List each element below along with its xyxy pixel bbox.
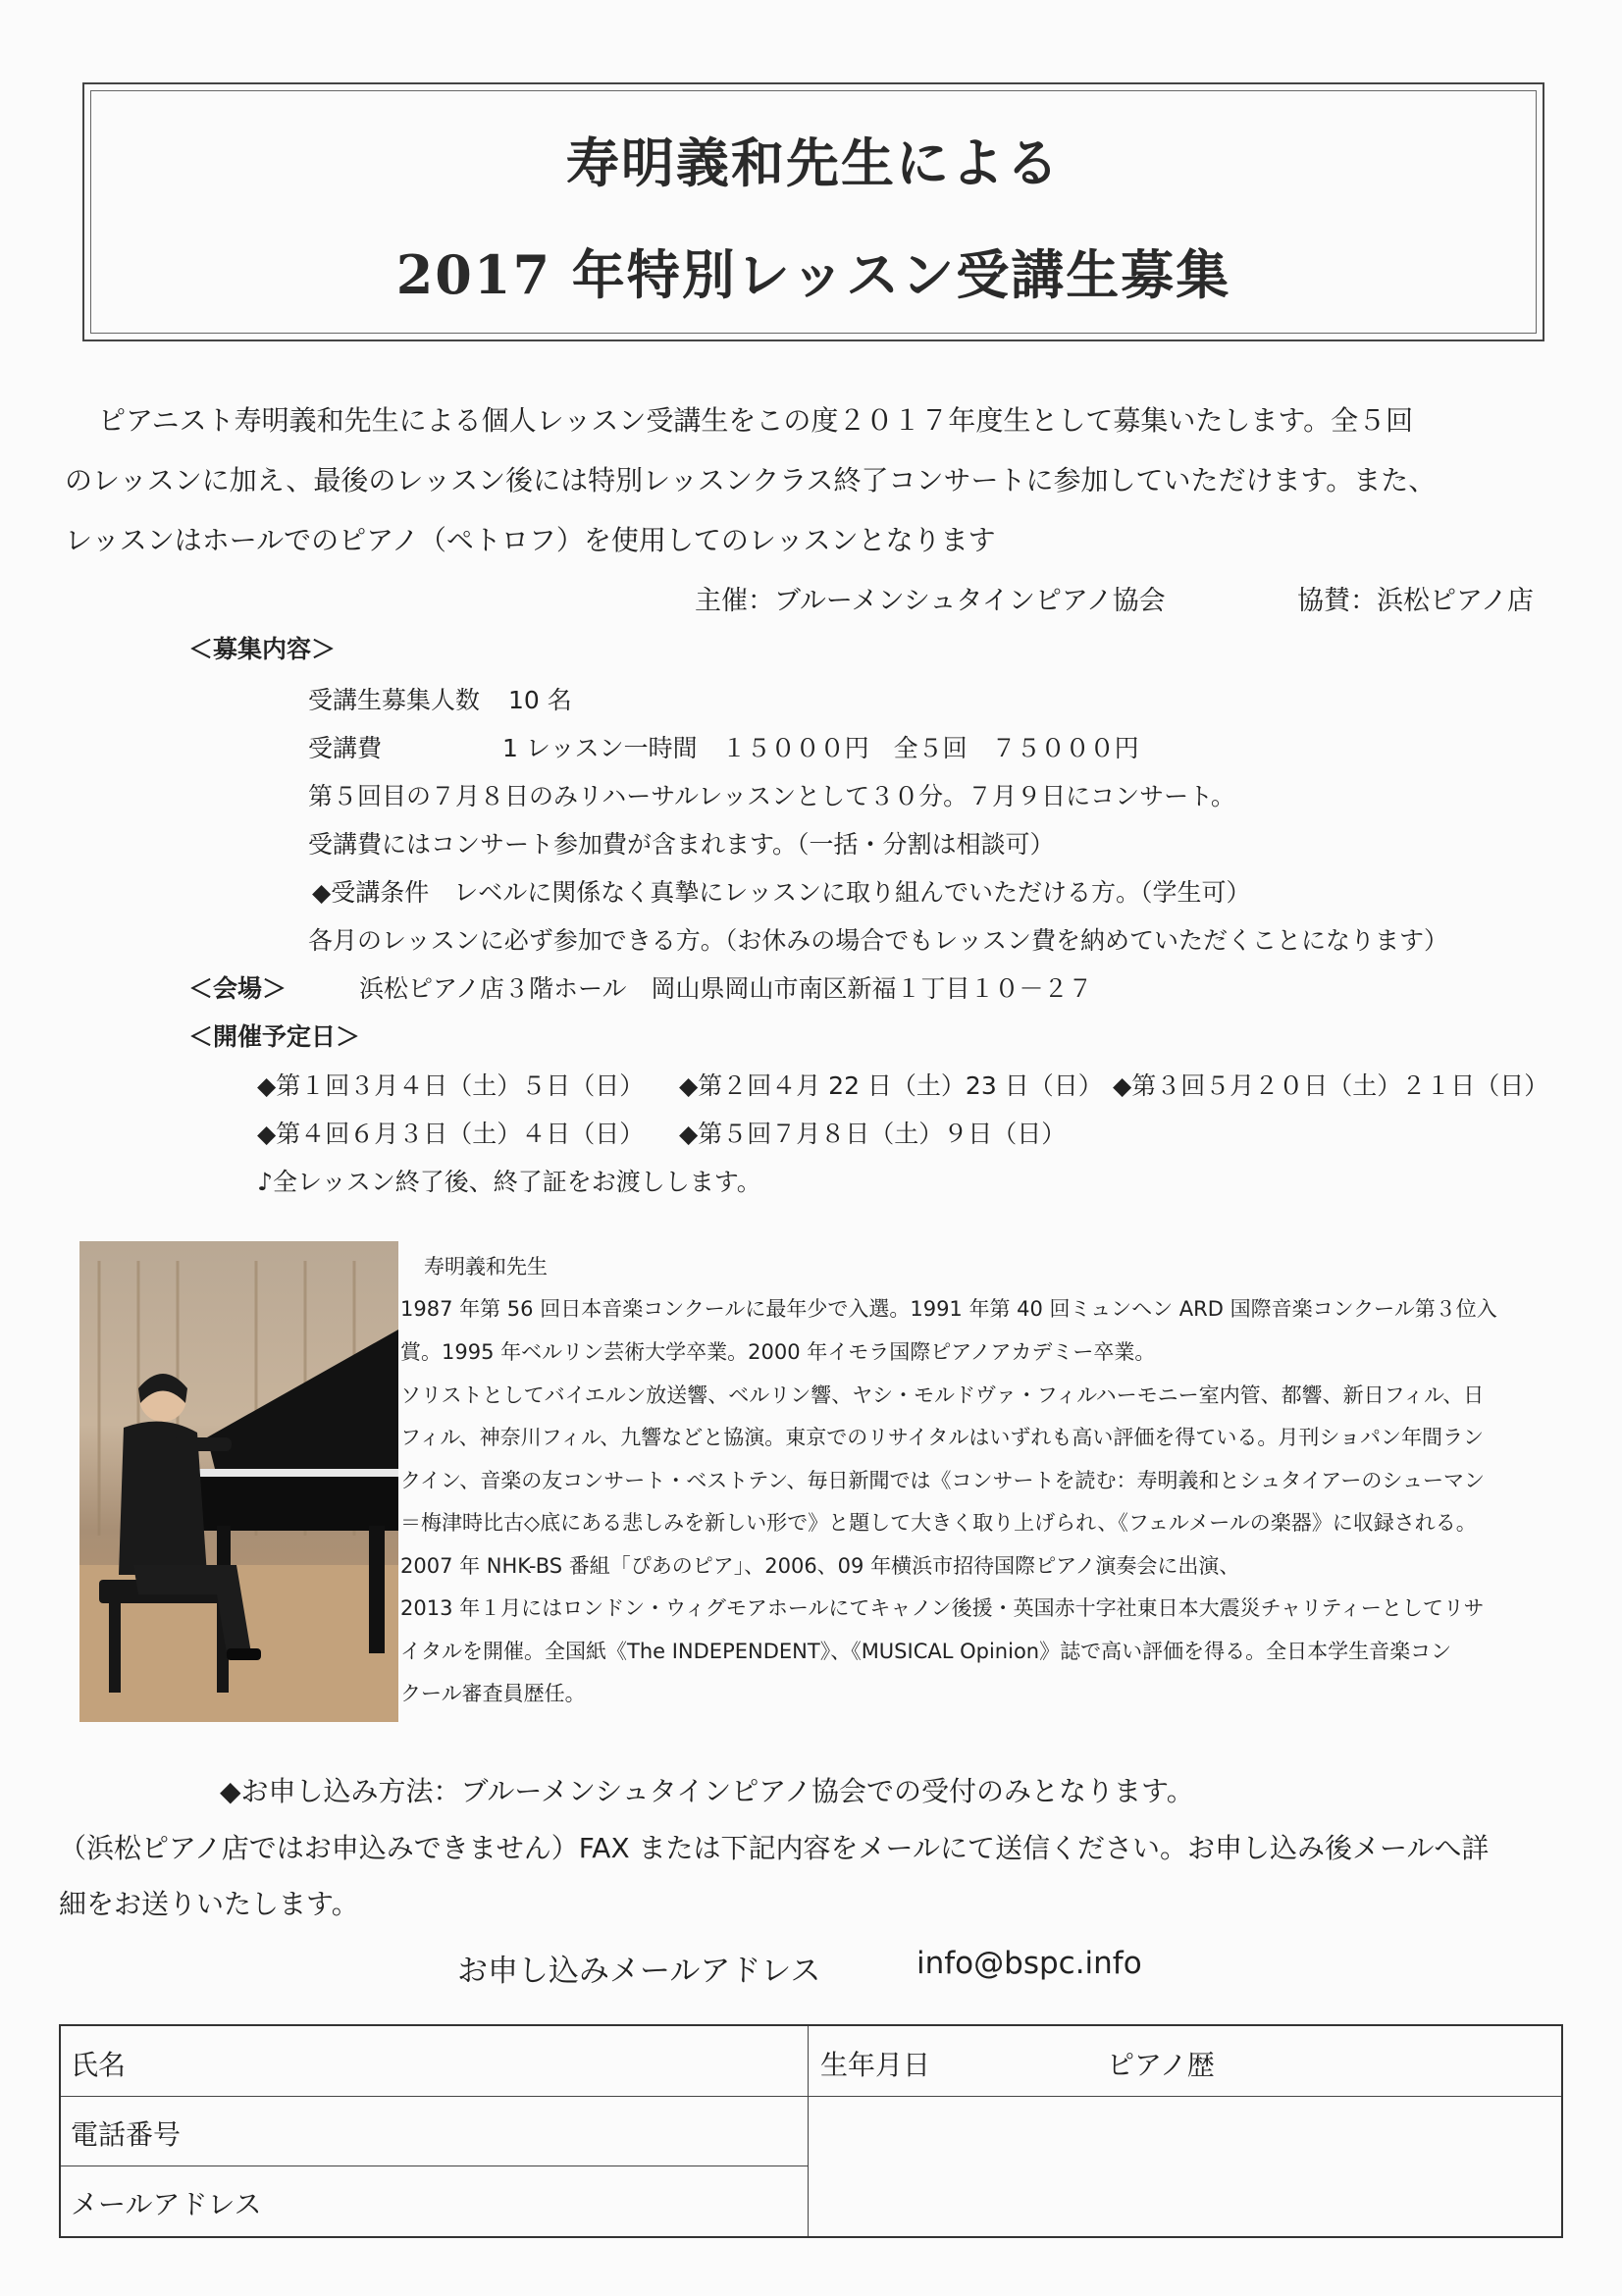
title-box bbox=[82, 82, 1544, 341]
supporter: 協賛：浜松ピアノ店 bbox=[1297, 586, 1534, 616]
application-form-table bbox=[59, 2024, 1563, 2238]
capacity-value: 10 名 bbox=[508, 686, 572, 714]
schedule-item-5: ◆第５回７月８日（土）９日（日） bbox=[679, 1120, 1067, 1148]
intro-line-1: ピアニスト寿明義和先生による個人レッスン受講生をこの度２０１７年度生として募集いたします。全５回 bbox=[98, 404, 1414, 437]
schedule-item-1: ◆第１回３月４日（土）５日（日） bbox=[257, 1071, 645, 1100]
apply-note-2: 細をお送りいたします。 bbox=[59, 1888, 359, 1920]
bio-line-3: ソリストとしてバイエルン放送響、ベルリン響、ヤシ・モルドヴァ・フィルハーモニー室内管、都響、新日フィル、日 bbox=[400, 1383, 1485, 1407]
form-divider-vertical bbox=[808, 2026, 809, 2236]
bio-line-8: 2013 年１月にはロンドン・ウィグモアホールにてキャノン後援・英国赤十字社東日本大震災チャリティーとしてリサ bbox=[400, 1596, 1485, 1620]
form-name-label[interactable]: 氏名 bbox=[71, 2049, 127, 2081]
form-birthdate-label[interactable]: 生年月日 bbox=[820, 2049, 931, 2081]
apply-note-1: （浜松ピアノ店ではお申込みできません）FAX または下記内容をメールにて送信ください。お申し込み後メールへ詳 bbox=[59, 1832, 1490, 1864]
form-email-label[interactable]: メールアドレス bbox=[71, 2188, 262, 2220]
title-line-2: 2017 年特別レッスン受講生募集 bbox=[395, 243, 1231, 306]
intro-line-3: レッスンはホールでのピアノ（ペトロフ）を使用してのレッスンとなります bbox=[65, 524, 996, 556]
pianist-photo bbox=[79, 1241, 398, 1722]
rehearsal-note: 第５回目の７月８日のみリハーサルレッスンとして３０分。７月９日にコンサート。 bbox=[308, 782, 1235, 810]
contact-email[interactable]: info@bspc.info bbox=[916, 1946, 1142, 1981]
venue-value: 浜松ピアノ店３階ホール 岡山県岡山市南区新福１丁目１０－２７ bbox=[359, 974, 1093, 1003]
bio-line-5: クイン、音楽の友コンサート・ベストテン、毎日新聞では《コンサートを読む：寿明義和とシュタイアーのシューマン bbox=[400, 1469, 1486, 1492]
attendance-note: 各月のレッスンに必ず参加できる方。（お休みの場合でもレッスン費を納めていただくことになります） bbox=[308, 926, 1449, 955]
bio-line-10: クール審査員歴任。 bbox=[400, 1682, 586, 1705]
pianist-photo-illustration bbox=[79, 1241, 398, 1722]
form-phone-label[interactable]: 電話番号 bbox=[71, 2118, 182, 2151]
schedule-note: ♪全レッスン終了後、終了証をお渡しします。 bbox=[257, 1168, 761, 1196]
bio-line-2: 賞。1995 年ベルリン芸術大学卒業。2000 年イモラ国際ピアノアカデミー卒業。 bbox=[400, 1340, 1156, 1364]
schedule-heading: ＜開催予定日＞ bbox=[188, 1022, 361, 1051]
condition-note: ◆受講条件 レベルに関係なく真摯にレッスンに取り組んでいただける方。（学生可） bbox=[312, 878, 1251, 907]
recruit-heading: ＜募集内容＞ bbox=[188, 635, 337, 663]
bio-line-7: 2007 年 NHK-BS 番組「ぴあのピア」、2006、09 年横浜市招待国際ピアノ演奏会に出演、 bbox=[400, 1554, 1240, 1578]
bio-name: 寿明義和先生 bbox=[424, 1255, 548, 1278]
fee-label: 受講費 bbox=[308, 734, 383, 762]
bio-line-9: イタルを開催。全国紙《The INDEPENDENT》、《MUSICAL Opinion》誌で高い評価を得る。全日本学生音楽コン bbox=[400, 1640, 1452, 1663]
title-line-1: 寿明義和先生による bbox=[566, 131, 1061, 194]
intro-line-2: のレッスンに加え、最後のレッスン後には特別レッスンクラス終了コンサートに参加していただけます。また、 bbox=[65, 464, 1437, 496]
bio-line-6: ＝梅津時比古◇底にある悲しみを新しい形で》と題して大きく取り上げられ、《フェルメールの楽器》に収録される。 bbox=[400, 1511, 1477, 1535]
capacity-label: 受講生募集人数 bbox=[308, 686, 481, 714]
schedule-item-2: ◆第２回４月 22 日（土）23 日（日） bbox=[679, 1071, 1103, 1100]
bio-line-4: フィル、神奈川フィル、九響などと協演。東京でのリサイタルはいずれも高い評価を得ている。月刊ショパン年間ラン bbox=[400, 1426, 1484, 1449]
form-divider-row-1 bbox=[61, 2096, 1561, 2097]
schedule-item-3: ◆第３回５月２０日（土）２１日（日） bbox=[1113, 1071, 1549, 1100]
fee-value: 1 レッスン一時間 １５０００円 全５回 ７５０００円 bbox=[502, 734, 1139, 762]
bio-line-1: 1987 年第 56 回日本音楽コンクールに最年少で入選。1991 年第 40 回ミュンヘン ARD 国際音楽コンクール第３位入 bbox=[400, 1297, 1497, 1321]
schedule-item-4: ◆第４回６月３日（土）４日（日） bbox=[257, 1120, 645, 1148]
apply-method: ◆お申し込み方法：ブルーメンシュタインピアノ協会での受付のみとなります。 bbox=[220, 1775, 1194, 1807]
email-label: お申し込みメールアドレス bbox=[457, 1954, 821, 1989]
form-piano-history-label[interactable]: ピアノ歴 bbox=[1107, 2049, 1215, 2081]
concert-fee-note: 受講費にはコンサート参加費が含まれます。（一括・分割は相談可） bbox=[308, 830, 1055, 859]
venue-heading: ＜会場＞ bbox=[188, 974, 288, 1003]
organizer: 主催：ブルーメンシュタインピアノ協会 bbox=[695, 586, 1166, 616]
